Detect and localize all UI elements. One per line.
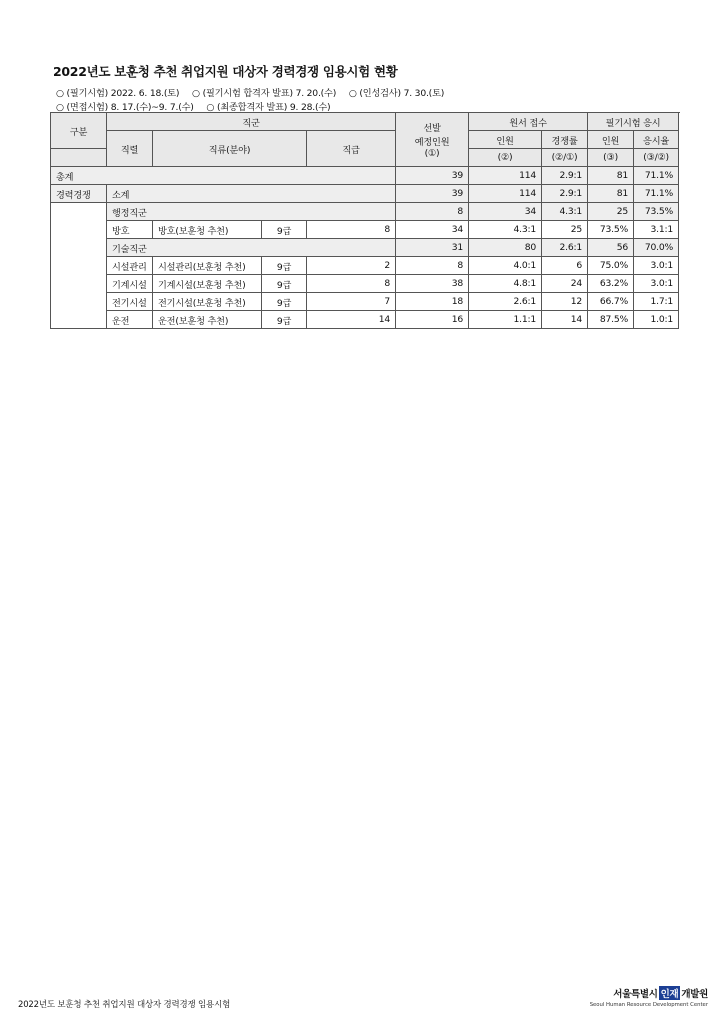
row-takers: 25 [542, 221, 588, 239]
row-series: 전기시설 [107, 293, 153, 311]
header-written: 필기시험 응시 [588, 113, 679, 131]
org-logo [590, 986, 708, 1008]
admin-group-take-rate: 73.5% [634, 203, 679, 221]
header-jikryu: 직류(분야) [153, 131, 307, 167]
header-w-pct: 응시율 [634, 131, 679, 149]
logo-subtitle: Seoul Human Resource Development Center [589, 1002, 708, 1008]
table-row [51, 221, 679, 239]
subtotal-app-rate: 2.9:1 [542, 185, 588, 203]
schedule-written-exam: ○ (필기시험) 2022. 6. 18.(토) [56, 88, 180, 99]
row-total [51, 167, 679, 185]
row-field: 전기시설(보훈청 추천) [153, 293, 262, 311]
row-tech-group [51, 239, 679, 257]
row-comp-rate: 3.0:1 [634, 275, 679, 293]
tech-group-applicants: 80 [469, 239, 542, 257]
row-planned: 14 [307, 311, 396, 329]
row-app-rate: 4.3:1 [469, 221, 542, 239]
row-applicants: 34 [396, 221, 469, 239]
row-comp-rate: 1.7:1 [634, 293, 679, 311]
header-w-count-ref: (③) [588, 149, 634, 167]
subtotal-planned: 39 [396, 185, 469, 203]
header-w-pct-ref: (③/②) [634, 149, 679, 167]
row-field: 방호(보훈청 추천) [153, 221, 262, 239]
header-gubun-blank [51, 149, 107, 167]
admin-group-planned: 8 [396, 203, 469, 221]
header-row-1 [51, 113, 679, 131]
row-planned: 2 [307, 257, 396, 275]
row-take-rate: 63.2% [588, 275, 634, 293]
admin-group-takers: 25 [588, 203, 634, 221]
schedule-personality-test: ○ (인성검사) 7. 30.(토) [348, 88, 445, 99]
row-field: 운전(보훈청 추천) [153, 311, 262, 329]
row-takers: 14 [542, 311, 588, 329]
tech-group-take-rate: 70.0% [634, 239, 679, 257]
row-planned: 7 [307, 293, 396, 311]
header-app-count: 인원 [469, 131, 542, 149]
tech-group-label: 기술직군 [107, 239, 396, 257]
total-take-rate: 71.1% [634, 167, 679, 185]
subtotal-group: 경력경쟁 [51, 185, 107, 203]
row-planned: 8 [307, 275, 396, 293]
row-grade: 9급 [262, 311, 307, 329]
table-row [51, 257, 679, 275]
row-admin-group [51, 203, 679, 221]
subtotal-takers: 81 [588, 185, 634, 203]
total-takers: 81 [588, 167, 634, 185]
schedule-interview: ○ (면접시험) 8. 17.(수)~9. 7.(수) [56, 102, 194, 113]
row-applicants: 16 [396, 311, 469, 329]
header-application: 원서 접수 [469, 113, 588, 131]
row-comp-rate: 1.0:1 [634, 311, 679, 329]
row-field: 시설관리(보훈청 추천) [153, 257, 262, 275]
subtotal-applicants: 114 [469, 185, 542, 203]
header-jikgun: 직군 [107, 113, 396, 131]
total-app-rate: 2.9:1 [542, 167, 588, 185]
row-applicants: 18 [396, 293, 469, 311]
row-applicants: 38 [396, 275, 469, 293]
page-title: 2022년도 보훈청 추천 취업지원 대상자 경력경쟁 임용시험 현황 [53, 64, 398, 79]
header-planned: 선발 예정인원 (①) [396, 113, 469, 167]
row-grade: 9급 [262, 275, 307, 293]
header-w-count: 인원 [588, 131, 634, 149]
table-row [51, 275, 679, 293]
page-footer: 2022년도 보훈청 추천 취업지원 대상자 경력경쟁 임용시험 [18, 1000, 231, 1010]
total-label: 총계 [51, 167, 396, 185]
row-app-rate: 4.0:1 [469, 257, 542, 275]
subtotal-take-rate: 71.1% [634, 185, 679, 203]
row-grade: 9급 [262, 293, 307, 311]
row-app-rate: 1.1:1 [469, 311, 542, 329]
admin-group-applicants: 34 [469, 203, 542, 221]
row-take-rate: 66.7% [588, 293, 634, 311]
recruitment-status-table [50, 112, 679, 329]
logo-name: 서울특별시 인재 개발원 [590, 986, 708, 1000]
total-applicants: 114 [469, 167, 542, 185]
tech-group-app-rate: 2.6:1 [542, 239, 588, 257]
tech-group-planned: 31 [396, 239, 469, 257]
row-field: 기계시설(보훈청 추천) [153, 275, 262, 293]
row-planned: 8 [307, 221, 396, 239]
subtotal-label: 소계 [107, 185, 396, 203]
row-series: 운전 [107, 311, 153, 329]
row-app-rate: 2.6:1 [469, 293, 542, 311]
header-jikryeol: 직렬 [107, 131, 153, 167]
header-row-2 [51, 131, 679, 149]
header-app-rate: 경쟁률 [542, 131, 588, 149]
header-app-count-ref: (②) [469, 149, 542, 167]
row-grade: 9급 [262, 257, 307, 275]
row-take-rate: 73.5% [588, 221, 634, 239]
admin-group-label: 행정직군 [107, 203, 396, 221]
row-takers: 12 [542, 293, 588, 311]
row-applicants: 8 [396, 257, 469, 275]
row-comp-rate: 3.1:1 [634, 221, 679, 239]
header-gubun: 구분 [51, 113, 107, 149]
row-takers: 6 [542, 257, 588, 275]
row-take-rate: 75.0% [588, 257, 634, 275]
row-series: 방호 [107, 221, 153, 239]
row-comp-rate: 3.0:1 [634, 257, 679, 275]
row-takers: 24 [542, 275, 588, 293]
logo-mark: 인재 [659, 986, 681, 1000]
row-series: 기계시설 [107, 275, 153, 293]
table-row [51, 293, 679, 311]
row-take-rate: 87.5% [588, 311, 634, 329]
row-grade: 9급 [262, 221, 307, 239]
group-blank-cell [51, 203, 107, 329]
row-subtotal [51, 185, 679, 203]
schedule-final-result: ○ (최종합격자 발표) 9. 28.(수) [206, 102, 331, 113]
row-app-rate: 4.8:1 [469, 275, 542, 293]
schedule-written-result: ○ (필기시험 합격자 발표) 7. 20.(수) [192, 88, 337, 99]
tech-group-takers: 56 [588, 239, 634, 257]
admin-group-app-rate: 4.3:1 [542, 203, 588, 221]
schedule-line-2 [56, 99, 340, 113]
header-jikgeup: 직급 [307, 131, 396, 167]
total-planned: 39 [396, 167, 469, 185]
header-app-rate-ref: (②/①) [542, 149, 588, 167]
row-series: 시설관리 [107, 257, 153, 275]
table-row [51, 311, 679, 329]
schedule-line-1 [56, 85, 454, 99]
